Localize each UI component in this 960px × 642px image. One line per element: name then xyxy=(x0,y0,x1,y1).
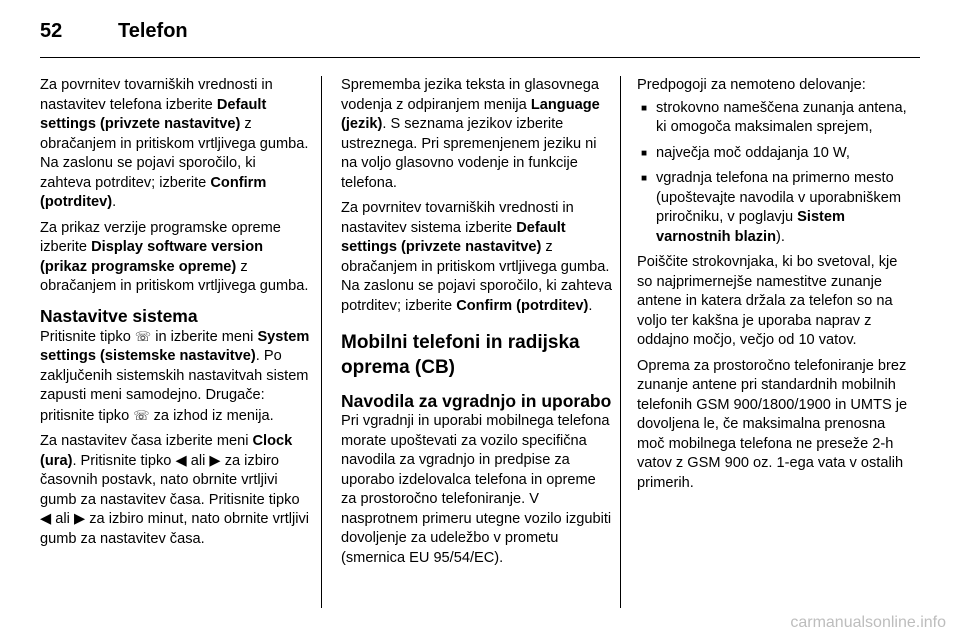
paragraph-handsfree: Oprema za prostoročno telefoniranje brez zunanje antene pri standardnih mobilnih telefonih GSM 900/1800/1900 in UMTS je dovoljena le, če maksimalna prenosna moč mobilnega telefona ne preseže 2-h vatov z GSM 900 oz. 1-ega vata v ostalih primerih. xyxy=(637,357,908,491)
paragraph-prerequisites: Predpogoji za nemoteno delovanje: xyxy=(637,77,866,93)
header-divider xyxy=(40,57,920,58)
column-divider-1 xyxy=(321,76,322,608)
text: . xyxy=(588,297,593,314)
column-1 xyxy=(40,76,310,555)
list-item: ■ strokovno nameščena zunanja antena, ki omogoča maksimalen sprejem, xyxy=(637,99,909,138)
text: ). xyxy=(776,228,785,245)
text: Pritisnite tipko xyxy=(40,328,135,345)
paragraph-default-settings-system xyxy=(341,199,613,316)
text: . S seznama jezikov izberite ustreznega. Pri spremenjenem jeziku ni na voljo glasovno vodenje in funkcije telefona. xyxy=(341,116,597,191)
paragraph-clock xyxy=(40,432,310,549)
paragraph-system-settings xyxy=(40,327,310,427)
subheading-installation: Navodila za vgradnjo in uporabo xyxy=(341,391,612,411)
chapter-term-airbag: Sistem varnostnih blazin xyxy=(656,209,846,245)
text: . xyxy=(112,194,117,210)
list-item xyxy=(637,169,909,247)
menu-term-default-settings: Default settings (privzete nastavitve) xyxy=(341,219,566,255)
arrow-right-icon: ▶ xyxy=(209,452,221,469)
page-title: Telefon xyxy=(118,20,188,42)
text: Za povrnitev tovarniških vrednosti in nastavitev telefona izberite xyxy=(40,77,273,113)
text: Sprememba jezika teksta in glasovnega vodenja z odpiranjem menija xyxy=(341,77,599,113)
text: Za prikaz verzije programske opreme izberite xyxy=(40,219,281,255)
text: ali xyxy=(186,452,210,469)
section-heading-system-settings: Nastavitve sistema xyxy=(40,305,198,326)
paragraph-software-version xyxy=(40,219,310,297)
text: Za povrnitev tovarniških vrednosti in nastavitev sistema izberite xyxy=(341,200,574,236)
arrow-right-icon: ▶ xyxy=(73,511,86,527)
text: za izbiro časovnih postavk, nato obrnite vrtljivi gumb za nastavitev časa. Pritisnite tipko xyxy=(40,452,300,508)
menu-term-default-settings: Default settings (privzete nastavitve) xyxy=(40,96,267,132)
menu-term-system-settings: System settings (sistemske nastavitve) xyxy=(40,328,310,364)
menu-term-confirm: Confirm (potrditev) xyxy=(40,174,267,210)
text: za izbiro minut, nato obrnite vrtljivi gumb za nastavitev časa. xyxy=(40,511,310,547)
menu-term-language: Language (jezik) xyxy=(341,96,600,132)
text: z obračanjem in pritiskom vrtljivega gumba. Na zaslonu se pojavi sporočilo, ki zahteva potrditev; izberite xyxy=(40,116,309,191)
watermark: carmanualsonline.info xyxy=(790,614,946,631)
column-divider-2 xyxy=(620,76,621,608)
text: z obračanjem in pritiskom vrtljivega gumba. xyxy=(40,258,309,294)
text: in izberite meni xyxy=(151,328,258,345)
arrow-left-icon: ◀ xyxy=(175,452,187,469)
phone-icon: ☏ xyxy=(133,407,150,423)
text: . Po zaključenih sistemskih nastavitvah sistem zapusti meni samodejno. Drugače: pritisnite tipko xyxy=(40,348,309,424)
text: Za nastavitev časa izberite meni xyxy=(40,433,253,449)
paragraph-installation: Pri vgradnji in uporabi mobilnega telefona morate upoštevati za vozilo specifična navodila za vgradnjo in predpise za uporabo izdelovalca telefona in opreme za prostoročno telefoniranje. V nasprotnem primeru utegne vozilo izgubiti dovoljenje za udeležbo v prometu (smernica EU 95/54/EC). xyxy=(341,413,612,566)
section-heading-mobile-phones: Mobilni telefoni in radijska oprema (CB) xyxy=(341,332,580,378)
phone-icon: ☏ xyxy=(134,328,152,344)
arrow-left-icon: ◀ xyxy=(40,511,52,527)
paragraph-default-settings-phone xyxy=(40,76,310,213)
paragraph-language xyxy=(341,76,613,193)
menu-term-display-software: Display software version (prikaz programske opreme) xyxy=(40,239,264,275)
text: vgradnja telefona na primerno mesto (upoštevajte navodila v uporabniškem priročniku, v poglavju xyxy=(656,170,901,225)
list-item: ■ največja moč oddajanja 10 W, xyxy=(637,144,909,164)
text: . Pritisnite tipko xyxy=(72,452,176,469)
paragraph-antenna-advice: Poiščite strokovnjaka, ki bo svetoval, kje so najprimernejše namestitve zunanje antene in katera držala za telefon so na voljo ter kakšna je uporaba naprav z oddajno močjo, večjo od 10 vatov. xyxy=(637,254,898,348)
text: za izhod iz menija. xyxy=(149,407,274,424)
prerequisite-list xyxy=(637,99,909,248)
text: z obračanjem in pritiskom vrtljivega gumba. Na zaslonu se pojavi sporočilo, ki zahteva potrditev; izberite xyxy=(341,239,612,314)
column-3 xyxy=(637,76,909,499)
page-number: 52 xyxy=(40,20,63,42)
menu-term-clock: Clock (ura) xyxy=(40,433,293,469)
column-2 xyxy=(341,76,613,574)
text: ali xyxy=(51,511,74,527)
menu-term-confirm: Confirm (potrditev) xyxy=(456,297,589,314)
